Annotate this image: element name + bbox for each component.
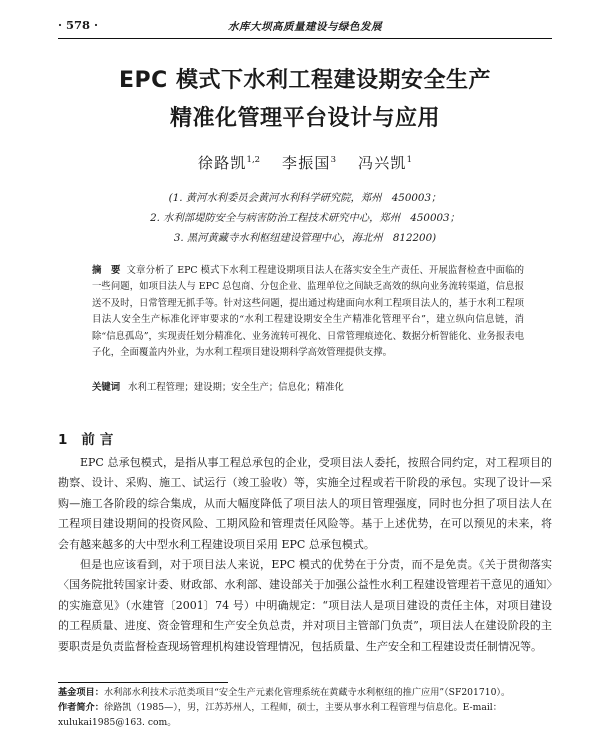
paragraph: 但是也应该看到，对于项目法人来说，EPC 模式的优势在于分责，而不是免责。《关于贯彻落实〈国务院批转国家计委、财政部、水利部、建设部关于加强公益性水利工程建设管理若干意见的通知〉的实施意见》（水建管〔2001〕74 号）中明确规定：“项目法人是项目建设的责任主体，对项目建设的工程质量、进度、资金管理和生产安全负总责，并对项目主管部门负责”，项目法人在建设阶段的主要职责是负责监督检查现场管理机构建设管理情况，包括质量、生产安全和工程建设责任制情况等。 [58,558,552,653]
author-list [58,152,552,173]
section-title: 前言 [81,432,119,448]
keywords-text: 水利工程管理；建设期；安全生产；信息化；精准化 [128,382,344,393]
author-bio-note [58,700,552,730]
footnote-rule [58,682,228,683]
author-bio-text: 徐路凯（1985—），男，江苏苏州人，工程师，硕士，主要从事水利工程管理与信息化。E-mail：xulukai1985@163. com。 [58,702,502,728]
keywords-label: 关键词 [92,382,121,393]
page-number: · 578 · [58,18,99,32]
author-bio-label: 作者简介： [58,702,104,713]
paper-title [58,62,552,138]
author-name: 李振国 [282,154,331,172]
title-line-1: EPC 模式下水利工程建设期安全生产 [119,68,491,93]
running-header [58,14,552,39]
section-number: 1 [58,432,68,448]
affiliation-line: 2. 水利部堤防安全与病害防治工程技术研究中心，郑州 450003； [150,212,460,224]
section-heading [58,428,118,448]
abstract-label: 摘 要 [92,265,121,276]
author [358,154,412,172]
author-affiliation-mark: 1 [406,155,413,165]
keywords [92,380,524,396]
title-line-2: 精准化管理平台设计与应用 [169,106,440,131]
affiliation-line: 3. 黑河黄藏寺水利枢纽建设管理中心，海北州 812200) [173,232,437,244]
author-name: 冯兴凯 [358,154,407,172]
funding-text: 水利部水利技术示范类项目“安全生产元素化管理系统在黄藏寺水利枢纽的推广应用”（SF201710）。 [103,687,511,698]
funding-label: 基金项目： [58,687,104,698]
affiliations [58,188,552,248]
author-affiliation-mark: 3 [330,155,337,165]
funding-note [58,685,552,700]
author [282,154,336,172]
author [198,154,260,172]
author-name: 徐路凯 [197,154,247,172]
journal-title: 水库大坝高质量建设与绿色发展 [228,21,382,33]
author-affiliation-mark: 1,2 [246,155,261,165]
abstract [92,263,524,361]
paragraph: EPC 总承包模式，是指从事工程总承包的企业，受项目法人委托，按照合同约定，对工程项目的勘察、设计、采购、施工、试运行（竣工验收）等，实施全过程或若干阶段的承包。实现了设计—采购—施工各阶段的综合集成，从而大幅度降低了项目法人的项目管理强度，同时也分担了项目法人在工程项目建设期间的投资风险、工期风险和管理责任风险等。基于上述优势，在可以预见的未来，将会有越来越多的大中型水利工程建设项目采用 EPC 总承包模式。 [58,456,552,551]
affiliation-line: (1. 黄河水利委员会黄河水利科学研究院，郑州 450003； [168,192,442,204]
body-text [58,453,552,657]
footnotes [58,685,552,730]
abstract-text: 文章分析了 EPC 模式下水利工程建设期项目法人在落实安全生产责任、开展监督检查中面临的一些问题，如项目法人与 EPC 总包商、分包企业、监理单位之间缺乏高效的纵向业务流转渠道，信息报送不及时，日常管理无抓手等。针对这些问题，提出通过构建面向水利工程项目法人的，基于水利工程项目法人安全生产标准化评审要求的“水利工程建设期安全生产精准化管理平台”，建立纵向信息链，消除“信息孤岛”，实现责任划分精准化、业务流转可视化、日常管理痕迹化、数据分析智能化、业务报表电子化，全面覆盖内外业，为水利工程项目建设期科学高效管理提供支撑。 [92,265,524,359]
